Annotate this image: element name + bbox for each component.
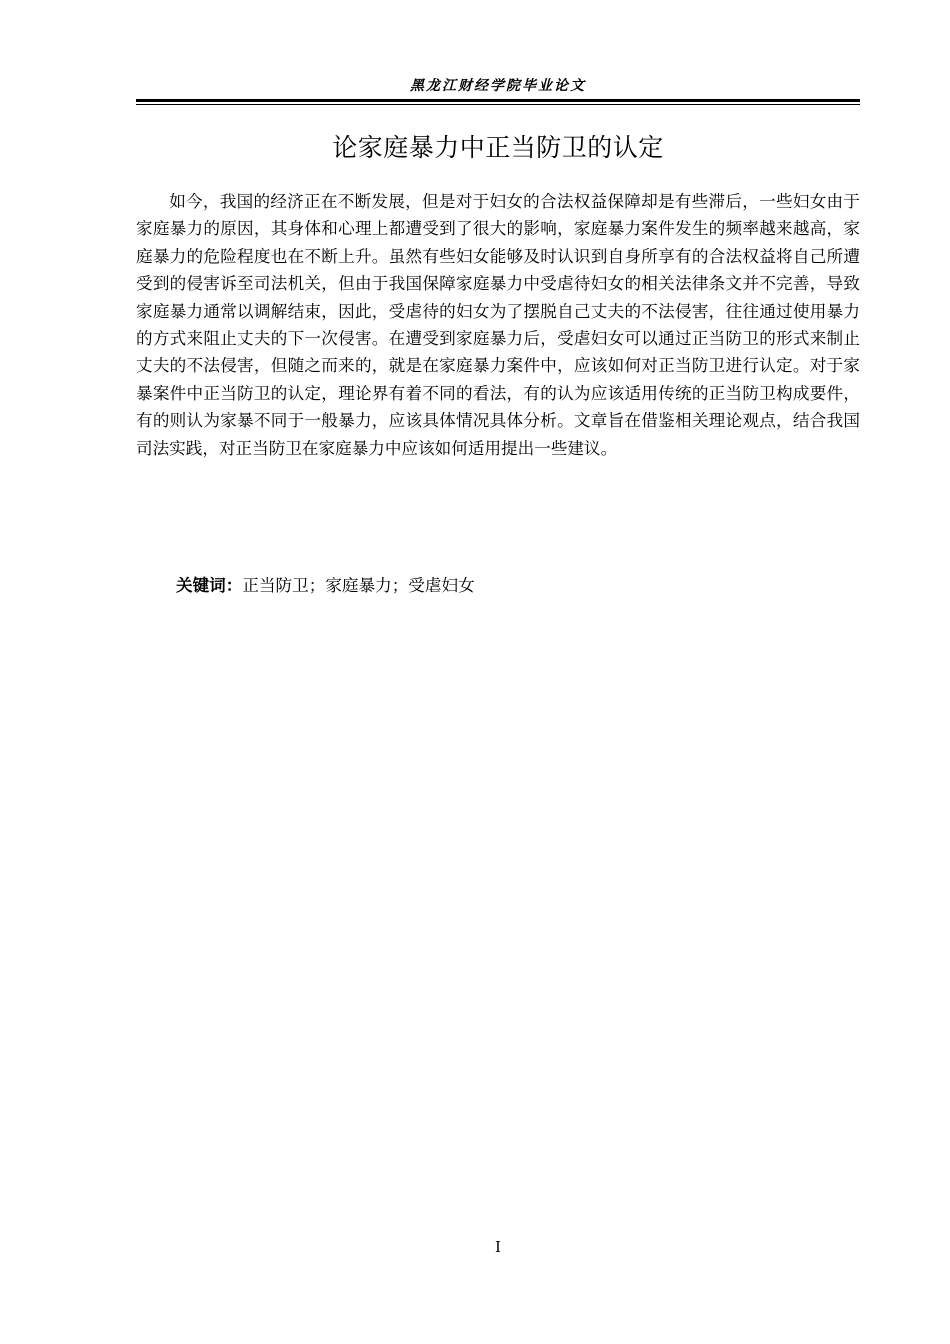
keywords-line <box>176 572 475 599</box>
header-rule-thin <box>136 104 860 105</box>
page-number: I <box>495 1238 501 1256</box>
running-header: 黑龙江财经学院毕业论文 <box>410 78 586 94</box>
document-title: 论家庭暴力中正当防卫的认定 <box>332 133 664 162</box>
abstract-paragraph: 如今，我国的经济正在不断发展，但是对于妇女的合法权益保障却是有些滞后，一些妇女由于家庭暴力的原因，其身体和心理上都遭受到了很大的影响，家庭暴力案件发生的频率越来越高，家庭暴力的危险程度也在不断上升。虽然有些妇女能够及时认识到自身所享有的合法权益将自己所遭受到的侵害诉至司法机关，但由于我国保障家庭暴力中受虐待妇女的相关法律条文并不完善，导致家庭暴力通常以调解结束，因此，受虐待的妇女为了摆脱自己丈夫的不法侵害，往往通过使用暴力的方式来阻止丈夫的下一次侵害。在遭受到家庭暴力后，受虐妇女可以通过正当防卫的形式来制止丈夫的不法侵害，但随之而来的，就是在家庭暴力案件中，应该如何对正当防卫进行认定。对于家暴案件中正当防卫的认定，理论界有着不同的看法，有的认为应该适用传统的正当防卫构成要件，有的则认为家暴不同于一般暴力，应该具体情况具体分析。文章旨在借鉴相关理论观点，结合我国司法实践，对正当防卫在家庭暴力中应该如何适用提出一些建议。 <box>136 192 860 458</box>
keywords-text: 正当防卫；家庭暴力；受虐妇女 <box>242 576 475 595</box>
header-rule-thick <box>136 99 860 102</box>
keywords-label: 关键词： <box>176 576 243 595</box>
